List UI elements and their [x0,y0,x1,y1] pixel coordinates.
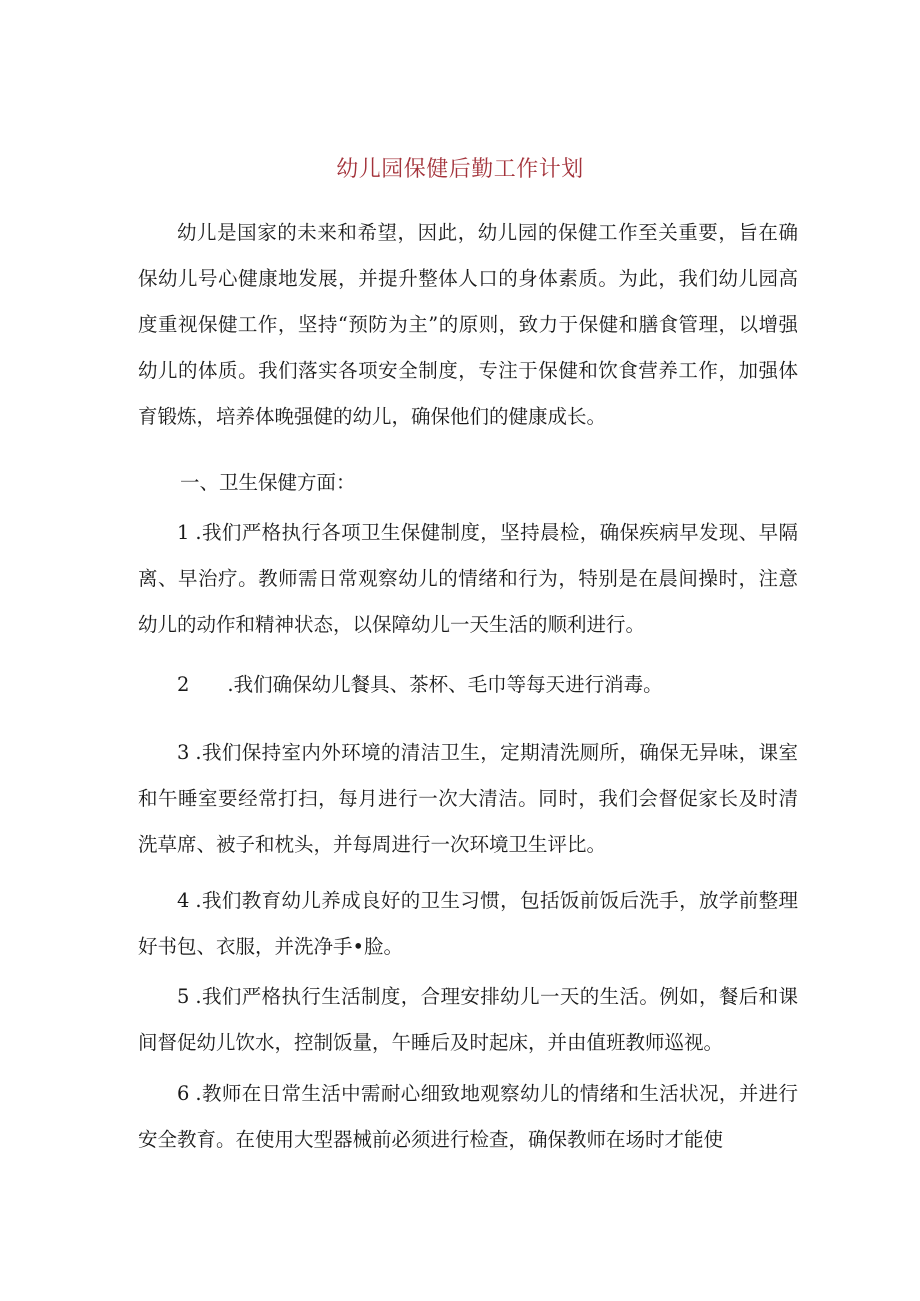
section-heading: 一、卫生保健方面： [180,471,356,494]
item-text: .我们教育幼儿养成良好的卫生习惯，包括饭前饭后洗手，放学前整理好书包、衣服，并洗净手•脸。 [138,889,798,958]
item-text: .我们严格执行各项卫生保健制度，坚持晨检，确保疾病早发现、早隔离、早治疗。教师需日常观察幼儿的情绪和行为，特别是在晨间操时，注意幼儿的动作和精神状态，以保障幼儿一天生活的顺利进行。 [138,521,798,636]
list-item [138,662,798,708]
item-number: 1 [177,521,190,544]
item-text: .我们严格执行生活制度，合理安排幼儿一天的生活。例如，餐后和课间督促幼儿饮水，控制饭量，午睡后及时起床，并由值班教师巡视。 [138,985,798,1054]
item-number: 2 [177,673,190,696]
item-text: .我们保持室内外环境的清洁卫生，定期清洗厕所，确保无异味，课室和午睡室要经常打扫，每月进行一次大清洁。同时，我们会督促家长及时清洗草席、被子和枕头，并每周进行一次环境卫生评比。 [138,741,798,856]
item-text: .教师在日常生活中需耐心细致地观察幼儿的情绪和生活状况，并进行安全教育。在使用大型器械前必须进行检查，确保教师在场时才能使 [138,1082,798,1151]
document-title: 幼儿园保健后勤工作计划 [336,157,584,182]
list-item [138,974,798,1066]
item-number: 5 [177,985,190,1008]
item-number: 6 [177,1082,190,1105]
list-item [138,730,798,868]
item-number: 3 [177,741,190,764]
intro-paragraph: 幼儿是国家的未来和希望，因此，幼儿园的保健工作至关重要，旨在确保幼儿号心健康地发展，并提升整体人口的身体素质。为此，我们幼儿园高度重视保健工作，坚持“预防为主”的原则，致力于保健和膳食管理，以增强幼儿的体质。我们落实各项安全制度，专注于保健和饮食营养工作，加强体育锻炼，培养体晚强健的幼儿，确保他们的健康成长。 [138,221,798,428]
list-item [138,1071,798,1163]
list-item [138,878,798,970]
list-item [138,510,798,648]
item-number: 4 [177,889,190,912]
item-text: .我们确保幼儿餐具、茶杯、毛巾等每天进行消毒。 [227,673,663,696]
